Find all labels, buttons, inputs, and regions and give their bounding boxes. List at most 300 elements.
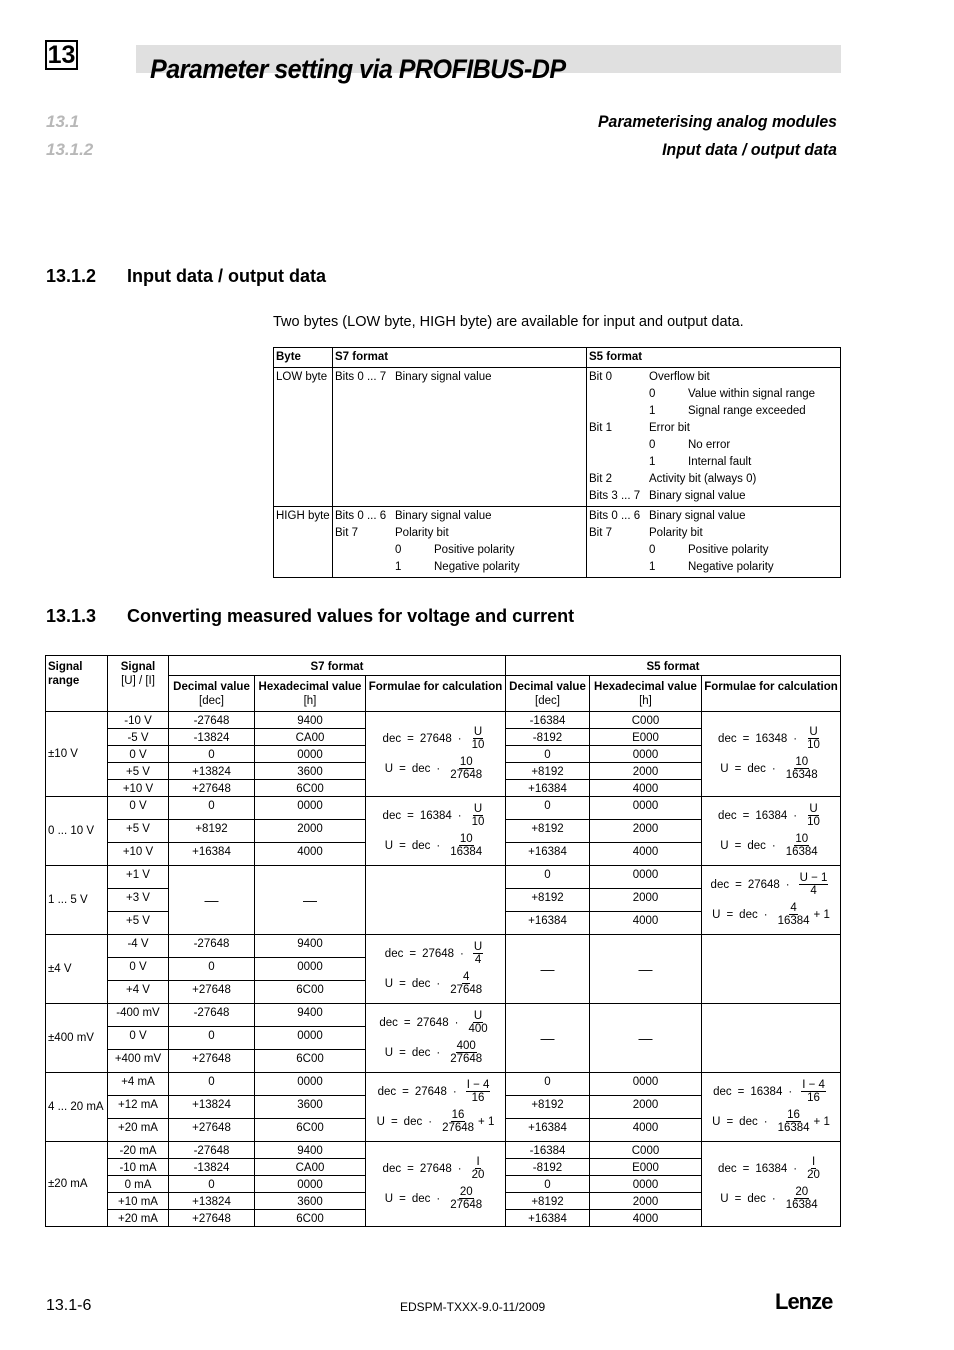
s5-hex-value: 4000: [590, 780, 702, 797]
formula-dec: dec: [713, 1086, 732, 1098]
formula-fraction-input: [466, 1079, 491, 1105]
s5-formula-value: [704, 831, 838, 861]
formula-dot: ·: [793, 733, 798, 745]
signal-range: 4 ... 20 mA: [46, 1073, 108, 1142]
formula-equals: =: [409, 948, 417, 960]
high-s7-col-1: 0: [395, 544, 402, 556]
formula-dec: dec: [747, 763, 766, 775]
s7-formula-dec: [368, 939, 503, 969]
low-s5-line: [589, 437, 838, 454]
s7-decimal-value: +13824: [169, 1193, 255, 1210]
document-id: EDSPM-TXXX-9.0-11/2009: [400, 1300, 546, 1314]
header-decimal-unit: [dec]: [535, 695, 560, 707]
s5-formula-dec: [704, 1077, 838, 1107]
low-byte-label: LOW byte: [274, 368, 333, 506]
section-number-2: 13.1.2: [46, 140, 94, 159]
s5-formula-cell: [702, 712, 841, 797]
formula-fraction-input-denominator: 4: [810, 885, 817, 897]
s5-hex-value: 2000: [590, 820, 702, 843]
signal-range: ±400 mV: [46, 1004, 108, 1073]
formula-equals: =: [742, 733, 750, 745]
signal-range: 1 ... 5 V: [46, 866, 108, 935]
s5-decimal-value: -8192: [506, 729, 590, 746]
high-s7-line: [335, 508, 584, 525]
byte-table-row-low: [274, 368, 840, 507]
s7-decimal-value: +27648: [169, 1119, 255, 1142]
s5-hex-value: E000: [590, 1159, 702, 1176]
formula-u: U: [384, 978, 394, 990]
high-s5-line: [589, 559, 838, 576]
formula-dot: ·: [436, 763, 441, 775]
formula-equals: =: [726, 909, 734, 921]
s7-decimal-value: -27648: [169, 712, 255, 729]
high-s7-col-2: Positive polarity: [434, 544, 515, 556]
s5-formula-value: [704, 1107, 838, 1137]
low-s5-col-1: Activity bit (always 0): [649, 473, 757, 485]
s7-formula: [368, 1008, 503, 1068]
s5-formula-value: [704, 754, 838, 784]
formula-fraction-scale-numerator: 4: [790, 902, 797, 914]
formula-constant: 16348: [755, 733, 788, 745]
formula-dot: ·: [763, 909, 768, 921]
formula-dec: dec: [747, 840, 766, 852]
s5-decimal-value: +8192: [506, 1096, 590, 1119]
s7-decimal-value: +13824: [169, 1096, 255, 1119]
low-s5-col-2: Internal fault: [688, 456, 752, 468]
formula-u: U: [376, 1116, 385, 1128]
signal-value: -10 mA: [108, 1159, 169, 1176]
low-s5-line: [589, 488, 838, 505]
s7-hex-value: 9400: [255, 712, 366, 729]
high-s5-col-1: 1: [649, 561, 656, 573]
formula-dec: dec: [382, 1163, 402, 1175]
s7-formula-cell: [366, 935, 506, 1004]
s7-formula-dec: [368, 801, 503, 831]
s7-formula-value: [368, 969, 503, 999]
signal-value: +400 mV: [108, 1050, 169, 1073]
s7-formula-value: [368, 1184, 503, 1214]
heading-number: 13.1.3: [46, 606, 97, 626]
header-signal-label: Signal: [120, 661, 156, 673]
s5-decimal-value: +8192: [506, 763, 590, 780]
signal-value: +3 V: [108, 889, 169, 912]
s5-hex-value: C000: [590, 1142, 702, 1159]
s7-formula: [368, 801, 503, 861]
s7-formula-cell: [366, 712, 506, 797]
signal-range: ±20 mA: [46, 1142, 108, 1227]
formula-fraction-input-numerator: U: [473, 1010, 483, 1022]
formula-equals: =: [407, 733, 414, 745]
formula-dot: ·: [436, 1193, 441, 1205]
s5-hex-value: 4000: [590, 1210, 702, 1227]
formula-fraction-scale-denominator: 27648: [450, 1199, 483, 1211]
formula-equals: =: [403, 1017, 411, 1029]
formula-dec: dec: [411, 763, 431, 775]
s7-decimal-value: -27648: [169, 1004, 255, 1027]
formula-fraction-input: [806, 726, 821, 752]
low-s5-line: [589, 420, 838, 437]
s5-formula-cell: [702, 866, 841, 935]
s7-decimal-value: 0: [169, 1176, 255, 1193]
formula-equals: =: [407, 1163, 414, 1175]
signal-value: +4 mA: [108, 1073, 169, 1096]
formula-constant: 16384: [755, 1163, 788, 1175]
formula-fraction-scale-denominator: 27648: [450, 984, 483, 996]
signal-range: ±10 V: [46, 712, 108, 797]
formula-u: U: [712, 909, 721, 921]
s7-decimal-value: 0: [169, 746, 255, 763]
s7-formula-cell: [366, 1073, 506, 1142]
s7-hex-value: CA00: [255, 729, 366, 746]
header-signal-range: Signal range: [46, 656, 108, 712]
s5-formula: [704, 1154, 838, 1214]
s7-hex-value: 6C00: [255, 1050, 366, 1073]
formula-fraction-input-numerator: I − 4: [802, 1079, 825, 1091]
s7-decimal-value: -13824: [169, 729, 255, 746]
s7-decimal-value: 0: [169, 797, 255, 820]
s7-formula: [368, 939, 503, 999]
s7-decimal-value: 0: [169, 958, 255, 981]
signal-value: +10 mA: [108, 1193, 169, 1210]
signal-value: +12 mA: [108, 1096, 169, 1119]
high-s7-col-1: Polarity bit: [395, 527, 449, 539]
low-s5-col-2: No error: [688, 439, 731, 451]
s5-hex-value: 4000: [590, 1119, 702, 1142]
high-s7-col-2: Negative polarity: [434, 561, 520, 573]
formula-fraction-scale-numerator: 10: [459, 756, 473, 768]
s7-hex-value: 6C00: [255, 981, 366, 1004]
header-signal: [108, 656, 169, 712]
formula-constant: 27648: [414, 1086, 447, 1098]
s5-formula-dec: [704, 1154, 838, 1184]
s7-hex-value: —: [255, 866, 366, 935]
signal-value: 0 mA: [108, 1176, 169, 1193]
formula-equals: =: [734, 763, 742, 775]
s5-decimal-value: +16384: [506, 780, 590, 797]
formula-fraction-scale-numerator: 4: [463, 971, 470, 983]
signal-value: +20 mA: [108, 1210, 169, 1227]
low-s5-col-1: Overflow bit: [649, 371, 710, 383]
s7-decimal-value: -27648: [169, 1142, 255, 1159]
formula-fraction-input: [806, 1156, 821, 1182]
s5-header-hex: [590, 676, 702, 712]
formula-fraction-scale-denominator: 27648: [450, 769, 483, 781]
formula-u: U: [720, 840, 729, 852]
s5-formula-value: [704, 1184, 838, 1214]
low-s5-line: [589, 454, 838, 471]
s5-formula-dec: [704, 724, 838, 754]
s5-hex-value: 0000: [590, 1073, 702, 1096]
s7-hex-value: 0000: [255, 1027, 366, 1050]
formula-fraction-input-denominator: 400: [468, 1023, 488, 1035]
section-title-1: Parameterising analog modules: [598, 112, 837, 131]
formula-fraction-input-denominator: 10: [807, 739, 820, 751]
s7-formula-dec: [368, 1077, 503, 1107]
formula-fraction-input: [473, 941, 483, 967]
signal-value: -5 V: [108, 729, 169, 746]
s5-hex-value: —: [590, 935, 702, 1004]
s7-formula-dec: [368, 724, 503, 754]
s5-hex-value: 2000: [590, 763, 702, 780]
formula-dec: dec: [382, 810, 402, 822]
formula-u: U: [720, 1193, 729, 1205]
s7-hex-value: 6C00: [255, 1119, 366, 1142]
s7-decimal-value: —: [169, 866, 255, 935]
s7-formula-cell: [366, 866, 506, 935]
s7-formula-value: [368, 754, 503, 784]
header-decimal-label: Decimal value: [173, 681, 250, 693]
signal-value: 0 V: [108, 797, 169, 820]
s5-formula-value: [704, 900, 838, 930]
s7-decimal-value: +8192: [169, 820, 255, 843]
formula-equals: =: [399, 763, 406, 775]
s5-decimal-value: —: [506, 1004, 590, 1073]
low-s7-bits: Bits 0 ... 7: [335, 371, 387, 383]
formula-dec: dec: [710, 879, 730, 891]
formula-fraction-input-denominator: 10: [807, 816, 820, 828]
s7-hex-value: CA00: [255, 1159, 366, 1176]
formula-fraction-scale: [449, 971, 483, 997]
s7-formula-cell: [366, 1142, 506, 1227]
formula-constant: 16384: [750, 1086, 783, 1098]
s5-hex-value: —: [590, 1004, 702, 1073]
s5-hex-value: 4000: [590, 843, 702, 866]
table-row: [46, 1004, 841, 1027]
s5-hex-value: 2000: [590, 1096, 702, 1119]
s7-formula-cell: [366, 797, 506, 866]
s5-decimal-value: +8192: [506, 820, 590, 843]
low-s5-line: [589, 403, 838, 420]
low-s5-col-0: Bit 1: [589, 422, 613, 434]
s5-formula: [704, 1077, 838, 1137]
s7-formula-value: [368, 1107, 503, 1137]
s7-decimal-value: 0: [169, 1027, 255, 1050]
byte-table-row-high: [274, 507, 840, 577]
header-hex-label: Hexadecimal value: [258, 681, 362, 693]
table-row: [46, 866, 841, 889]
header-s7: S7 format: [333, 348, 587, 367]
formula-constant: 27648: [747, 879, 780, 891]
formula-dot: ·: [460, 948, 464, 960]
formula-dec: dec: [403, 1116, 423, 1128]
s5-formula-cell: [702, 1142, 841, 1227]
formula-dec: dec: [379, 1017, 398, 1029]
high-s5-col-1: 0: [649, 544, 656, 556]
s5-formula: [704, 724, 838, 784]
formula-fraction-scale: [449, 1186, 483, 1212]
signal-value: 0 V: [108, 746, 169, 763]
s5-formula-cell: [702, 1004, 841, 1073]
s5-decimal-value: 0: [506, 1073, 590, 1096]
formula-equals: =: [399, 978, 406, 990]
signal-value: +10 V: [108, 843, 169, 866]
section-title-2: Input data / output data: [662, 140, 837, 159]
signal-value: 0 V: [108, 1027, 169, 1050]
formula-equals: =: [399, 840, 406, 852]
s5-decimal-value: 0: [506, 1176, 590, 1193]
high-s7-line: [335, 542, 584, 559]
formula-fraction-scale: [441, 1109, 475, 1135]
low-byte-s5: [587, 368, 840, 506]
high-s7-line: [335, 559, 584, 576]
heading-number: 13.1.2: [46, 266, 97, 286]
low-s5-col-2: Signal range exceeded: [688, 405, 806, 417]
s5-formula-cell: [702, 935, 841, 1004]
high-s7-col-1: Binary signal value: [395, 510, 492, 522]
formula-equals: =: [735, 879, 742, 891]
formula-dot: ·: [793, 1163, 798, 1175]
formula-fraction-scale: [777, 902, 811, 928]
formula-fraction-input-denominator: 10: [471, 816, 485, 828]
formula-fraction-input-denominator: 20: [807, 1169, 820, 1181]
formula-fraction-input-denominator: 4: [474, 954, 482, 966]
formula-fraction-scale-denominator: 16384: [777, 915, 810, 927]
formula-fraction-input-numerator: U − 1: [799, 872, 828, 884]
formula-dec: dec: [384, 948, 404, 960]
s7-formula-value: [368, 831, 503, 861]
formula-fraction-scale-numerator: 10: [459, 833, 473, 845]
s5-header-decimal: [506, 676, 590, 712]
high-s5-col-0: Bits 0 ... 6: [589, 510, 641, 522]
high-s5-line: [589, 542, 838, 559]
signal-value: +5 V: [108, 912, 169, 935]
low-s5-col-2: Value within signal range: [688, 388, 816, 400]
s5-formula: [704, 870, 838, 930]
s5-decimal-value: -16384: [506, 712, 590, 729]
page-number: 13.1-6: [46, 1297, 92, 1314]
heading-text: Input data / output data: [127, 266, 326, 286]
s7-formula: [368, 1154, 503, 1214]
s5-decimal-value: +8192: [506, 1193, 590, 1210]
header-s7-format: S7 format: [169, 656, 506, 676]
formula-fraction-input-denominator: 20: [471, 1169, 485, 1181]
formula-equals: =: [390, 1116, 398, 1128]
header-s5: S5 format: [589, 351, 643, 363]
formula-dec: dec: [739, 909, 758, 921]
formula-plus-one: + 1: [478, 1116, 495, 1128]
page-title: Parameter setting via PROFIBUS-DP: [150, 54, 566, 84]
formula-dot: ·: [452, 1086, 457, 1098]
table-row: [46, 712, 841, 729]
s5-formula: [704, 801, 838, 861]
formula-fraction-input: [801, 1079, 826, 1105]
formula-fraction-scale: [777, 1109, 811, 1135]
heading-text: Converting measured values for voltage and current: [127, 606, 575, 626]
formula-dot: ·: [436, 840, 441, 852]
high-s7-line: [335, 525, 584, 542]
low-s5-col-1: 0: [649, 388, 656, 400]
high-s5-col-1: Polarity bit: [649, 527, 703, 539]
formula-dot: ·: [771, 840, 776, 852]
formula-dec: dec: [718, 1163, 737, 1175]
formula-dec: dec: [411, 1193, 431, 1205]
heading-input-output-data: [46, 265, 326, 287]
table-row: [46, 1073, 841, 1096]
s7-hex-value: 6C00: [255, 1210, 366, 1227]
signal-value: +20 mA: [108, 1119, 169, 1142]
s5-decimal-value: 0: [506, 797, 590, 820]
s5-decimal-value: —: [506, 935, 590, 1004]
s7-formula-value: [368, 1038, 503, 1068]
s7-formula-dec: [368, 1008, 503, 1038]
s7-decimal-value: +13824: [169, 763, 255, 780]
formula-u: U: [384, 840, 394, 852]
high-s5-line: [589, 508, 838, 525]
low-s5-col-0: Bit 2: [589, 473, 613, 485]
s7-hex-value: 2000: [255, 820, 366, 843]
low-s5-col-1: Binary signal value: [649, 490, 746, 502]
formula-fraction-scale: [449, 833, 483, 859]
low-s5-col-1: Error bit: [649, 422, 690, 434]
s7-hex-value: 3600: [255, 1096, 366, 1119]
conversion-table: [45, 655, 841, 1227]
s5-formula-cell: [702, 1073, 841, 1142]
formula-fraction-scale-denominator: 16384: [785, 1199, 818, 1211]
formula-dot: ·: [457, 810, 462, 822]
formula-fraction-input: [799, 872, 829, 898]
formula-fraction-input: [467, 1010, 488, 1036]
signal-value: 0 V: [108, 958, 169, 981]
formula-dec: dec: [411, 978, 431, 990]
formula-fraction-input: [806, 803, 821, 829]
formula-fraction-scale-denominator: 16384: [450, 846, 483, 858]
formula-dec: dec: [411, 840, 431, 852]
s7-header-decimal: [169, 676, 255, 712]
intro-paragraph: Two bytes (LOW byte, HIGH byte) are available for input and output data.: [273, 314, 744, 330]
formula-dec: dec: [718, 810, 737, 822]
header-byte: Byte: [274, 348, 333, 367]
s5-decimal-value: +16384: [506, 1119, 590, 1142]
s7-hex-value: 6C00: [255, 780, 366, 797]
formula-fraction-input: [471, 803, 486, 829]
low-s5-col-1: 0: [649, 439, 656, 451]
s5-hex-value: 0000: [590, 797, 702, 820]
formula-dot: ·: [428, 1116, 433, 1128]
s7-formula-dec: [368, 1154, 503, 1184]
header-hex-label: Hexadecimal value: [594, 681, 697, 693]
signal-value: -4 V: [108, 935, 169, 958]
header-decimal-unit: [dec]: [199, 695, 224, 707]
formula-fraction-scale-numerator: 20: [459, 1186, 473, 1198]
formula-fraction-scale: [449, 756, 483, 782]
header-decimal-label: Decimal value: [509, 681, 586, 693]
s7-hex-value: 9400: [255, 1004, 366, 1027]
signal-value: -400 mV: [108, 1004, 169, 1027]
formula-fraction-input-numerator: U: [473, 941, 483, 953]
formula-dec: dec: [739, 1116, 758, 1128]
formula-dec: dec: [411, 1047, 431, 1059]
formula-fraction-scale-denominator: 27648: [442, 1122, 475, 1134]
s5-decimal-value: +8192: [506, 889, 590, 912]
formula-fraction-input-numerator: I − 4: [466, 1079, 490, 1091]
header-hex-unit: [h]: [303, 695, 317, 707]
signal-value: +4 V: [108, 981, 169, 1004]
formula-equals: =: [734, 1193, 742, 1205]
high-byte-label: HIGH byte: [274, 507, 333, 577]
formula-fraction-scale-numerator: 10: [795, 833, 809, 845]
formula-fraction-scale: [785, 833, 819, 859]
formula-fraction-scale: [449, 1040, 483, 1066]
s7-decimal-value: -27648: [169, 935, 255, 958]
s7-formula: [368, 724, 503, 784]
formula-dec: dec: [382, 733, 402, 745]
formula-fraction-scale-numerator: 20: [795, 1186, 809, 1198]
s5-decimal-value: +16384: [506, 843, 590, 866]
signal-value: +5 V: [108, 820, 169, 843]
low-byte-s7: [333, 368, 587, 506]
s7-hex-value: 9400: [255, 1142, 366, 1159]
formula-equals: =: [742, 810, 750, 822]
